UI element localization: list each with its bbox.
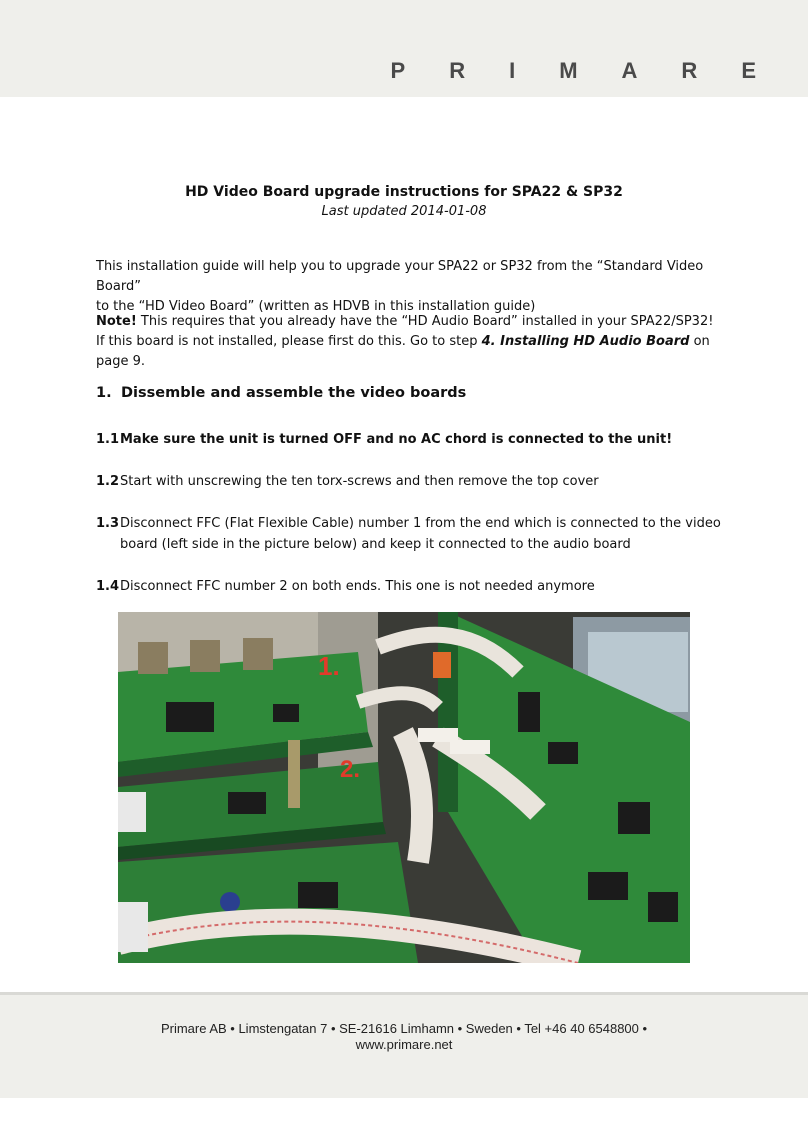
- step-number: 1.4: [96, 579, 120, 594]
- step-text-continued: board (left side in the picture below) and keep it connected to the audio board: [120, 537, 631, 552]
- cable-label-1: 1.: [318, 651, 340, 681]
- step-text: Make sure the unit is turned OFF and no AC chord is connected to the unit!: [120, 432, 673, 447]
- document-title: HD Video Board upgrade instructions for SPA22 & SP32: [185, 184, 623, 200]
- video-board-photo: [118, 612, 690, 963]
- step-1-4: [96, 576, 736, 597]
- note-paragraph: [96, 312, 736, 372]
- step-1-2: [96, 471, 736, 492]
- intro-line-1: This installation guide will help you to upgrade your SPA22 or SP32 from the “Standard Video Board”: [96, 259, 704, 294]
- section-heading: [96, 385, 466, 401]
- last-updated: Last updated 2014-01-08: [321, 204, 487, 219]
- footer-website[interactable]: www.primare.net: [355, 1037, 453, 1052]
- header-band: [0, 0, 808, 97]
- step-number: 1.3: [96, 516, 120, 531]
- step-number: 1.1: [96, 432, 120, 447]
- intro-paragraph: [96, 257, 736, 317]
- section-number: 1.: [96, 385, 112, 401]
- cable-label-2: 2.: [340, 756, 361, 783]
- step-text: Start with unscrewing the ten torx-screws and then remove the top cover: [120, 474, 599, 489]
- step-1-1: [96, 429, 736, 450]
- footer-line-1: Primare AB • Limstengatan 7 • SE-21616 Limhamn • Sweden • Tel +46 40 6548800 •: [160, 1021, 648, 1036]
- step-number: 1.2: [96, 474, 120, 489]
- note-label: Note!: [96, 314, 137, 329]
- note-page-reference: on page 9.: [96, 334, 710, 369]
- footer-address: [0, 1021, 808, 1053]
- step-text: Disconnect FFC (Flat Flexible Cable) number 1 from the end which is connected to the video: [120, 516, 721, 531]
- intro-line-2: to the “HD Video Board” (written as HDVB in this installation guide): [96, 299, 536, 314]
- title-block: [0, 183, 808, 221]
- section-title: Dissemble and assemble the video boards: [121, 385, 467, 401]
- step-text: Disconnect FFC number 2 on both ends. This one is not needed anymore: [120, 579, 595, 594]
- note-line-1: This requires that you already have the “HD Audio Board” installed in your SPA22/SP32!: [140, 314, 714, 329]
- primare-logo: PRIMARE: [390, 58, 800, 83]
- note-step-reference: 4. Installing HD Audio Board: [481, 334, 690, 349]
- note-line-2: If this board is not installed, please first do this. Go to step: [96, 334, 482, 349]
- step-1-3: [96, 513, 736, 555]
